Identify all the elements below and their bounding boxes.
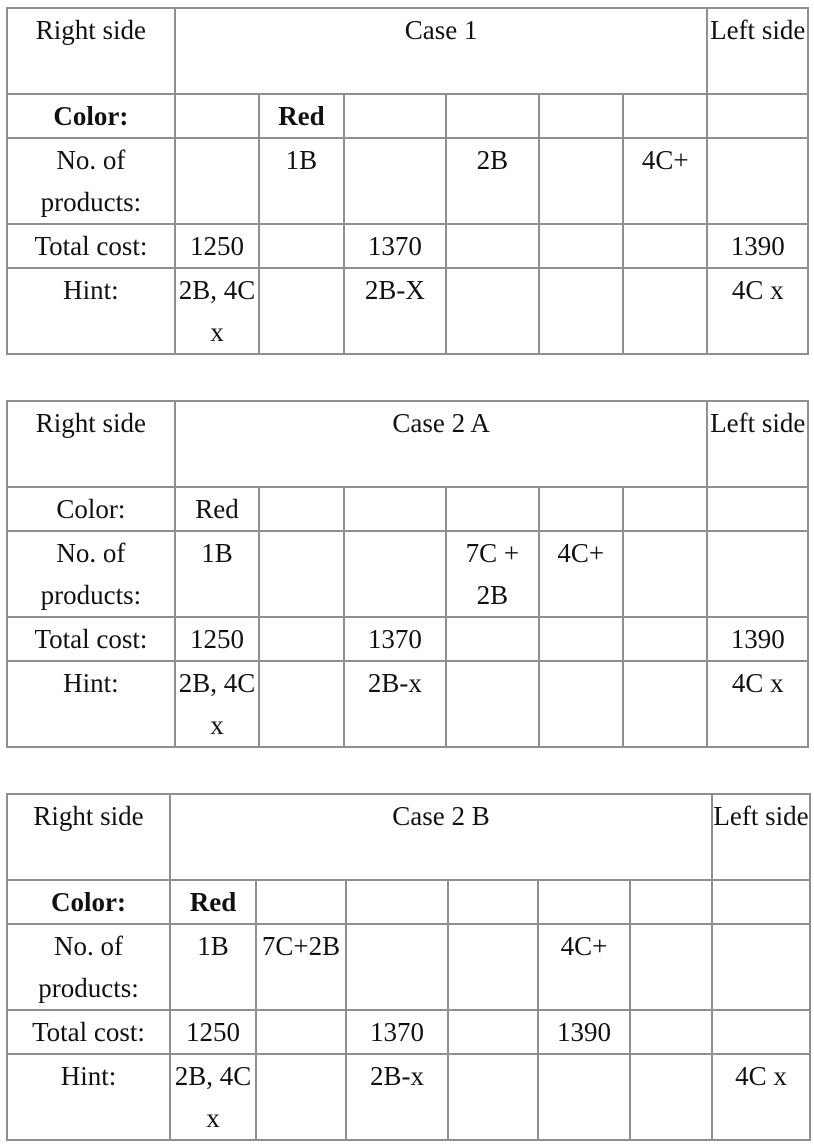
left-side-header: Left side [712,794,810,880]
cost-label: Total cost: [7,1010,170,1054]
cost-cell [259,617,343,661]
hint-cell: 4C x [707,268,808,354]
cost-label: Total cost: [7,617,175,661]
products-cell [344,138,447,224]
hint-cell: 2B-x [344,661,447,747]
cost-cell [623,617,707,661]
color-cell [539,487,623,531]
color-cell [175,94,259,138]
products-cell [630,924,712,1010]
cost-cell: 1250 [175,617,259,661]
color-cell [344,94,447,138]
hint-cell [259,268,343,354]
hint-cell [259,661,343,747]
case-title: Case 2 B [170,794,712,880]
cost-label: Total cost: [7,224,175,268]
color-label: Color: [7,487,175,531]
hint-cell [630,1054,712,1140]
products-cell [623,531,707,617]
color-cell [712,880,810,924]
hint-cell: 2B-x [346,1054,448,1140]
color-cell: Red [170,880,256,924]
case-title: Case 1 [175,8,708,94]
color-cell: Red [175,487,259,531]
products-label: No. of products: [7,924,170,1010]
case-title: Case 2 A [175,401,708,487]
products-cell [707,138,808,224]
color-cell [623,94,707,138]
hint-cell: 2B, 4C x [175,661,259,747]
products-cell: 2B [446,138,538,224]
hint-cell [256,1054,346,1140]
cost-cell: 1370 [344,617,447,661]
products-cell: 1B [170,924,256,1010]
color-cell [446,487,538,531]
color-cell [448,880,538,924]
hint-cell: 2B-X [344,268,447,354]
color-cell [256,880,346,924]
cost-cell: 1250 [175,224,259,268]
hint-cell [539,661,623,747]
cost-cell: 1390 [707,224,808,268]
hint-label: Hint: [7,1054,170,1140]
color-cell [539,94,623,138]
cost-cell [446,224,538,268]
hint-cell: 2B, 4C x [170,1054,256,1140]
products-label: No. of products: [7,531,175,617]
cost-cell [256,1010,346,1054]
cost-cell [630,1010,712,1054]
cost-cell [539,224,623,268]
cost-cell [259,224,343,268]
color-cell [446,94,538,138]
hint-cell [448,1054,538,1140]
hint-cell: 4C x [712,1054,810,1140]
hint-cell [623,268,707,354]
products-cell [707,531,808,617]
color-cell [346,880,448,924]
hint-cell [446,661,538,747]
color-label: Color: [7,880,170,924]
hint-cell: 4C x [707,661,808,747]
case-2b-table [6,793,811,1141]
case-2a-table [6,400,809,748]
right-side-header: Right side [7,401,175,487]
products-label: No. of products: [7,138,175,224]
products-cell: 1B [259,138,343,224]
cost-cell [712,1010,810,1054]
hint-cell [623,661,707,747]
products-cell [259,531,343,617]
hint-label: Hint: [7,268,175,354]
right-side-header: Right side [7,794,170,880]
cost-cell: 1390 [707,617,808,661]
cost-cell: 1390 [538,1010,630,1054]
products-cell: 7C+2B [256,924,346,1010]
hint-cell [446,268,538,354]
color-cell [538,880,630,924]
hint-label: Hint: [7,661,175,747]
cost-cell [448,1010,538,1054]
color-cell: Red [259,94,343,138]
products-cell [539,138,623,224]
products-cell [448,924,538,1010]
hint-cell [538,1054,630,1140]
products-cell: 4C+ [538,924,630,1010]
products-cell: 4C+ [539,531,623,617]
products-cell: 1B [175,531,259,617]
products-cell [175,138,259,224]
case-1-table [6,7,809,355]
products-cell [346,924,448,1010]
left-side-header: Left side [707,401,808,487]
color-cell [344,487,447,531]
color-label: Color: [7,94,175,138]
color-cell [259,487,343,531]
products-cell [712,924,810,1010]
cost-cell: 1250 [170,1010,256,1054]
color-cell [630,880,712,924]
cost-cell [446,617,538,661]
color-cell [707,487,808,531]
color-cell [707,94,808,138]
cost-cell [539,617,623,661]
color-cell [623,487,707,531]
products-cell [344,531,447,617]
cost-cell: 1370 [346,1010,448,1054]
cost-cell: 1370 [344,224,447,268]
left-side-header: Left side [707,8,808,94]
hint-cell: 2B, 4C x [175,268,259,354]
cost-cell [623,224,707,268]
products-cell: 4C+ [623,138,707,224]
hint-cell [539,268,623,354]
right-side-header: Right side [7,8,175,94]
products-cell: 7C + 2B [446,531,538,617]
